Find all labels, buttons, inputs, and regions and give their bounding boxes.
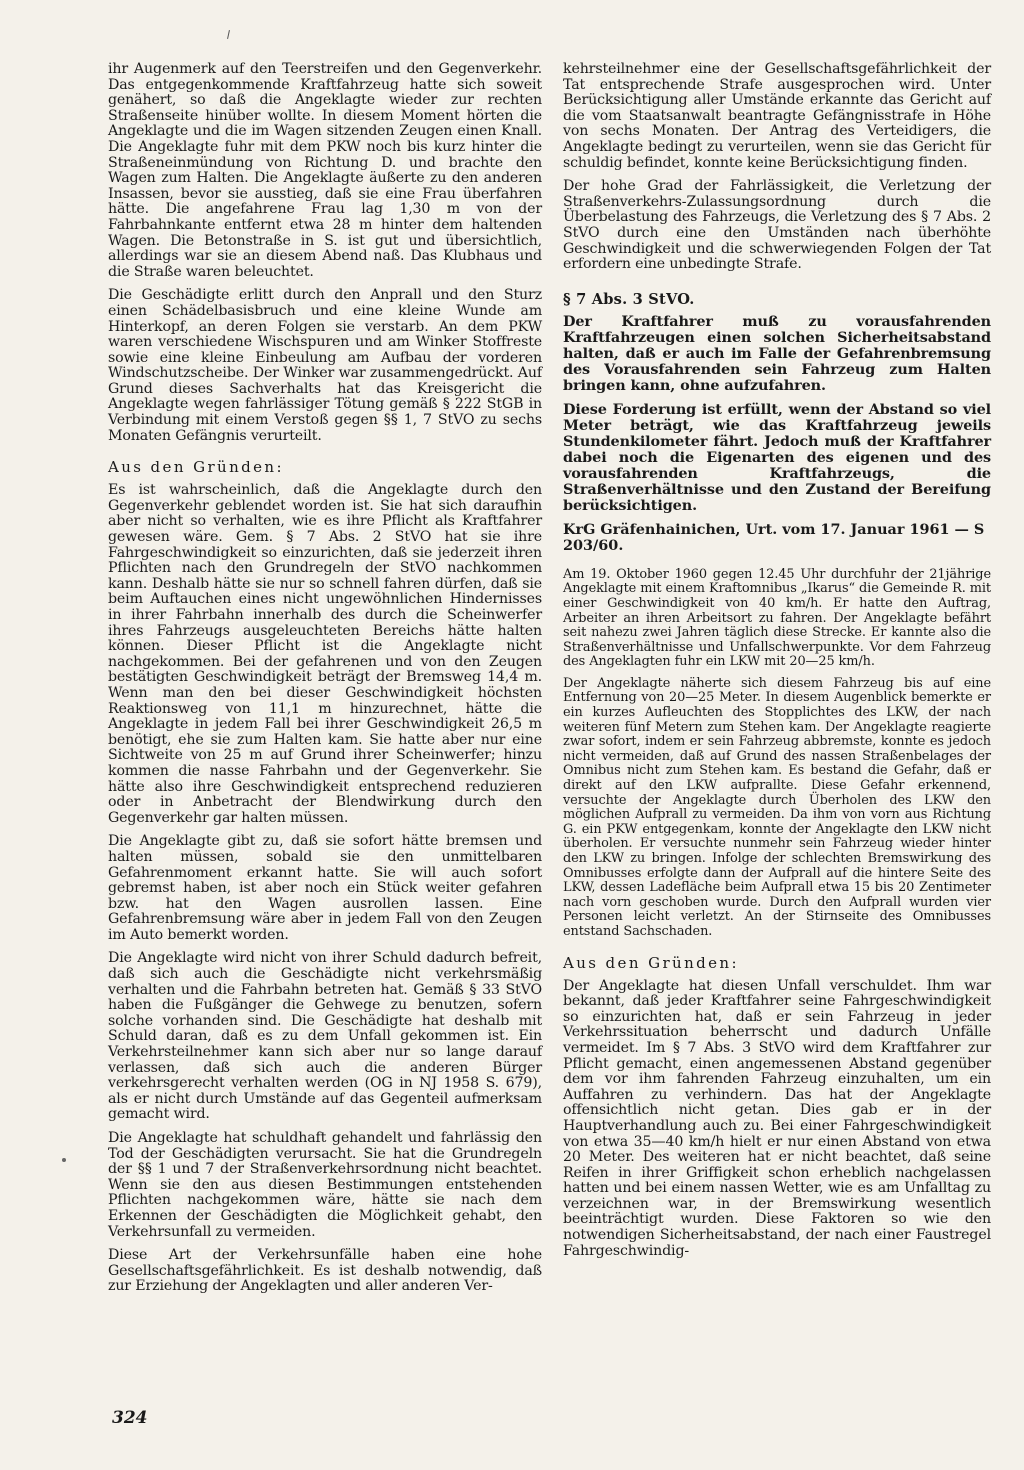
section-heading: Aus den Gründen: [563,953,739,972]
paragraph: Die Angeklagte gibt zu, daß sie sofort hätte bremsen und halten müssen, sobald sie den unmittelbaren Gefahrenmoment erkannt hatte. Sie will auch sofort gebremst haben, ist aber noch ein Stück weiter gefahren bzw. hat den Wagen ausrollen lassen. Eine Gefahrenbremsung wäre aber in jedem Fall von den Zeugen im Auto bemerkt worden. [108,833,542,943]
paragraph: Es ist wahrscheinlich, daß die Angeklagte durch den Gegenverkehr geblendet worden ist. Sie hat sich daraufhin aber nicht so verhalten, wie es ihre Pflicht als Kraftfahrer gewesen wäre. Gem. § 7 Abs. 2 StVO hat sie ihre Fahrgeschwindigkeit so einzurichten, daß sie jederzeit ihren Pflichten nach den Grundregeln der StVO nachkommen kann. Deshalb hätte sie nur so schnell fahren dürfen, daß sie beim Auftauchen eines nicht ungewöhnlichen Hindernisses in ihrer Fahrbahn innerhalb des durch die Scheinwerfer ihres Fahrzeugs ausgeleuchteten Bereichs hätte halten können. Dieser Pflicht ist die Angeklagte nicht nachgekommen. Bei der gefahrenen und von den Zeugen bestätigten Geschwindigkeit beträgt der Bremsweg 14,4 m. Wenn man den bei dieser Geschwindigkeit höchsten Reaktionsweg von 11,1 m hinzurechnet, hätte die Angeklagte in jedem Fall bei ihrer Geschwindigkeit 26,5 m benötigt, ehe sie zum Halten kam. Sie hatte aber nur eine Sichtweite von 25 m auf Grund ihrer Scheinwerfer; hinzu kommen die nasse Fahrbahn und der Gegenverkehr. Sie hätte also ihre Geschwindigkeit entsprechend reduzieren oder in Anbetracht der Blendwirkung durch den Gegenverkehr gar halten müssen. [108,482,542,826]
paragraph: Am 19. Oktober 1960 gegen 12.45 Uhr durchfuhr der 21jährige Angeklagte mit einem Kraftomnibus „Ikarus“ die Gemeinde R. mit einer Geschwindigkeit von 40 km/h. Er hatte den Auftrag, Arbeiter an ihren Arbeitsort zu fahren. Der Angeklagte befährt seit nahezu zwei Jahren täglich diese Strecke. Er kannte also die Straßenverhältnisse und Unfallschwerpunkte. Vor dem Fahrzeug des Angeklagten fuhr ein LKW mit 20—25 km/h. [563,566,991,670]
paragraph: Die Angeklagte wird nicht von ihrer Schuld dadurch befreit, daß sich auch die Geschädigte nicht verkehrsmäßig verhalten und die Fahrbahn betreten hat. Gemäß § 33 StVO haben die Fußgänger die Gehwege zu benutzen, sofern solche vorhanden sind. Die Geschädigte hat deshalb mit Schuld daran, daß es zu dem Unfall gekommen ist. Ein Verkehrsteilnehmer kann sich aber nur so lange darauf verlassen, daß sich auch die anderen Bürger verkehrsgerecht verhalten werden (OG in NJ 1958 S. 679), als er nicht durch Umstände auf das Gegenteil aufmerksam gemacht wird. [108,950,542,1123]
paragraph: Die Angeklagte hat schuldhaft gehandelt und fahrlässig den Tod der Geschädigten verursacht. Sie hat die Grundregeln der §§ 1 und 7 der Straßenverkehrsordnung nicht beachtet. Wenn sie den aus diesen Bestimmungen entstehenden Pflichten nachgekommen wäre, hätte sie nach dem Erkennen der Geschädigten die Möglichkeit gehabt, den Verkehrsunfall zu vermeiden. [108,1130,542,1240]
court-citation: KrG Gräfenhainichen, Urt. vom 17. Januar 1961 — S 203/60. [563,520,985,554]
headnote: Der Kraftfahrer muß zu vorausfahrenden Kraftfahrzeugen einen solchen Sicherheitsabstand halten, daß er auch im Falle der Gefahrenbremsung des Vorausfahrenden sein Fahrzeug zum Halten bringen kann, ohne aufzufahren. [563,312,991,394]
headnote: Diese Forderung ist erfüllt, wenn der Abstand so viel Meter beträgt, wie das Kraftfahrzeug jeweils Stundenkilometer fährt. Jedoch muß der Kraftfahrer dabei noch die Eigenarten des eigenen und des vorausfahrenden Kraftfahrzeugs, die Straßenverhältnisse und den Zustand der Bereifung berücksichtigen. [563,400,991,514]
paragraph: kehrsteilnehmer eine der Gesellschaftsgefährlichkeit der Tat entsprechende Strafe ausgesprochen wird. Unter Berücksichtigung aller Umstände erkannte das Gericht auf die vom Staatsanwalt beantragte Gefängnisstrafe in Höhe von sechs Monaten. Der Antrag des Verteidigers, die Angeklagte bedingt zu verurteilen, wenn sie das Gericht für schuldig befindet, konnte keine Berücksichtigung finden. [563,61,991,171]
paragraph: Der Angeklagte näherte sich diesem Fahrzeug bis auf eine Entfernung von 20—25 Meter. In diesem Augenblick bemerkte er ein kurzes Aufleuchten des Stopplichtes des LKW, der nach weiteren fünf Metern zum Stehen kam. Der Angeklagte reagierte zwar sofort, indem er sein Fahrzeug abbremste, konnte es jedoch nicht vermeiden, daß auf Grund des nassen Straßenbelages der Omnibus nicht zum Stehen kam. Es bestand die Gefahr, daß er direkt auf den LKW aufprallte. Diese Gefahr erkennend, versuchte der Angeklagte durch Überholen des LKW den möglichen Aufprall zu vermeiden. Da ihm von vorn aus Richtung G. ein PKW entgegenkam, konnte der Angeklagte den LKW nicht überholen. Er versuchte nunmehr sein Fahrzeug wieder hinter den LKW zu bringen. Infolge der schlechten Bremswirkung des Omnibusses erfolgte dann der Aufprall auf die hintere Seite des LKW, dessen Ladefläche beim Aufprall etwa 15 bis 20 Zentimeter nach vorn geschoben wurde. Durch den Aufprall wurden vier Personen leicht verletzt. An der Stirnseite des Omnibusses entstand Sachschaden. [563,675,991,939]
paragraph: ihr Augenmerk auf den Teerstreifen und den Gegenverkehr. Das entgegenkommende Kraftfahrzeug hatte sich soweit genähert, so daß die Angeklagte wieder zur rechten Straßenseite hinüber wollte. In diesem Moment hörten die Angeklagte und die im Wagen sitzenden Zeugen einen Knall. Die Angeklagte fuhr mit dem PKW noch bis kurz hinter die Straßeneinmündung von Richtung D. und brachte den Wagen zum Halten. Die Angeklagte äußerte zu den anderen Insassen, bevor sie ausstieg, daß sie eine Frau überfahren hätte. Die angefahrene Frau lag 1,30 m von der Fahrbahnkante entfernt etwa 28 m hinter dem haltenden Wagen. Die Betonstraße in S. ist gut und übersichtlich, allerdings war sie an diesem Abend naß. Das Klubhaus und die Straße waren beleuchtet. [108,61,542,280]
section-heading: Aus den Gründen: [108,458,284,477]
paragraph: Diese Art der Verkehrsunfälle haben eine hohe Gesellschaftsgefährlichkeit. Es ist deshalb notwendig, daß zur Erziehung der Angeklagten und aller anderen Ver- [108,1247,542,1295]
law-section-heading: § 7 Abs. 3 StVO. [563,290,695,308]
right-column [563,62,991,1267]
margin-speck [62,1158,66,1162]
paragraph: Der Angeklagte hat diesen Unfall verschuldet. Ihm war bekannt, daß jeder Kraftfahrer seine Fahrgeschwindigkeit so einzurichten hat, daß er sein Fahrzeug in jeder Verkehrssituation beherrscht und dadurch Unfälle vermeidet. Im § 7 Abs. 3 StVO wird dem Kraftfahrer zur Pflicht gemacht, einen angemessenen Abstand gegenüber dem vor ihm fahrenden Fahrzeug einzuhalten, um ein Auffahren zu verhindern. Das hat der Angeklagte offensichtlich nicht getan. Dies gab er in der Hauptverhandlung auch zu. Bei einer Fahrgeschwindigkeit von etwa 35—40 km/h hielt er nur einen Abstand von etwa 20 Meter. Des weiteren hat er nicht beachtet, daß seine Reifen in ihrer Griffigkeit schon erheblich nachgelassen hatten und bei einem nassen Wetter, wie es am Unfalltag zu verzeichnen war, in der Bremswirkung wesentlich beeinträchtigt wurden. Diese Faktoren so wie den notwendigen Sicherheitsabstand, der nach einer Faustregel Fahrgeschwindig- [563,977,991,1259]
paragraph: Die Geschädigte erlitt durch den Anprall und den Sturz einen Schädelbasisbruch und eine kleine Wunde am Hinterkopf, an deren Folgen sie verstarb. An dem PKW waren verschiedene Wischspuren und am Winker Stoffreste sowie eine kleine Einbeulung am Aufbau der vorderen Windschutzscheibe. Der Winker war zusammengedrückt. Auf Grund dieses Sachverhalts hat das Kreisgericht die Angeklagte wegen fahrlässiger Tötung gemäß § 222 StGB in Verbindung mit einem Verstoß gegen §§ 1, 7 StVO zu sechs Monaten Gefängnis verurteilt. [108,287,542,444]
left-column [108,62,542,1303]
margin-mark [227,30,230,39]
paragraph: Der hohe Grad der Fahrlässigkeit, die Verletzung der Straßenverkehrs-Zulassungsordnung durch die Überbelastung des Fahrzeugs, die Verletzung des § 7 Abs. 2 StVO durch eine den Umständen nach überhöhte Geschwindigkeit und die schwerwiegenden Folgen der Tat erfordern eine unbedingte Strafe. [563,178,991,273]
page-number: 324 [112,1408,148,1428]
